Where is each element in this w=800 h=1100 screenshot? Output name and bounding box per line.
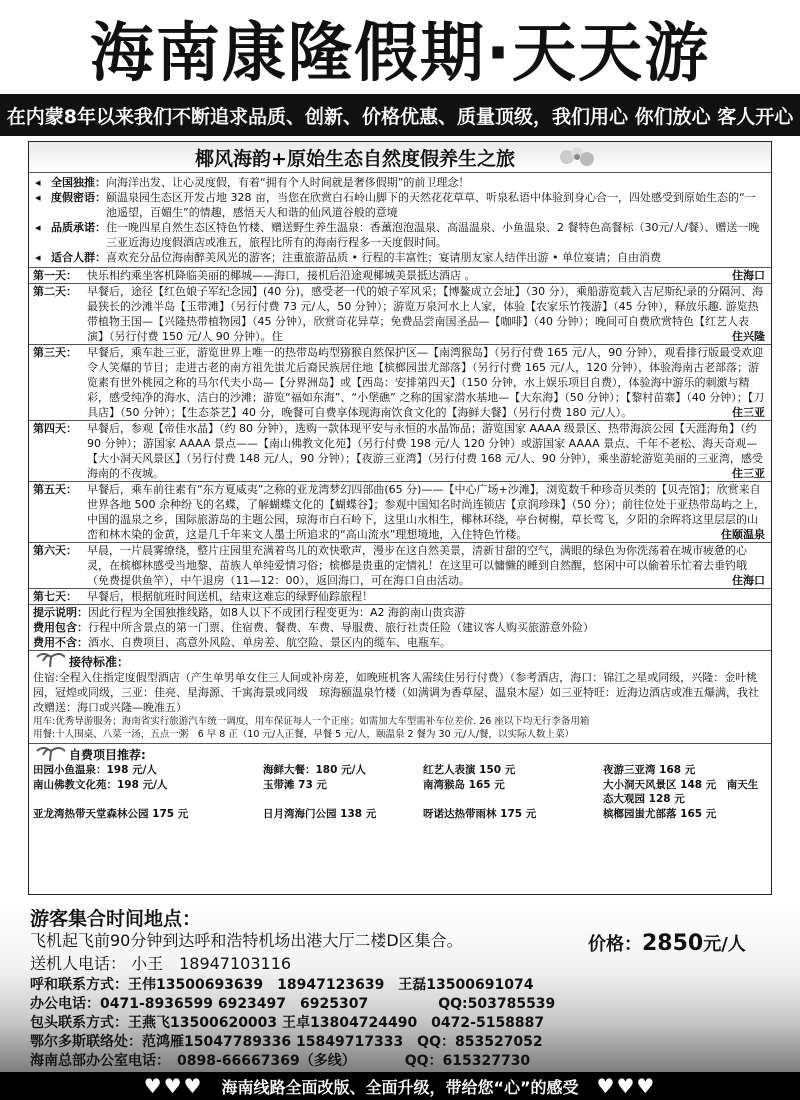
day-row	[29, 284, 771, 345]
lodging-label: 住宿:	[33, 671, 59, 684]
day-row	[29, 543, 771, 589]
gather-location: 飞机起飞前90分钟到达呼和浩特机场出港大厅二楼D区集合。	[30, 931, 463, 950]
megaphone-icon: ◂	[35, 251, 41, 264]
footer-text: 海南线路全面改版、全面升级，带给您“心”的感受	[221, 1077, 579, 1097]
note-row	[33, 635, 767, 650]
day-label: 第六天：	[33, 544, 77, 557]
day-row	[29, 482, 771, 543]
contact-line: 包头联系方式：王燕飞13500620003 王卓13804724490 0472-5158887	[30, 1015, 545, 1031]
day-label: 第三天：	[33, 346, 77, 359]
meal-text: 十人围桌、八菜一汤，五点一粥 6 早 8 正（10 元/人正餐，早餐 5 元/人，颐温泉 2 餐为 30 元/人/餐，以实际人数上菜）	[55, 729, 575, 740]
megaphone-icon: ◂	[35, 221, 41, 234]
day-text	[87, 345, 771, 420]
note-text: 酒水、自费项目、高意外风险、单房差、航空险、景区内的缆车、电瓶车。	[88, 636, 451, 649]
info-label: 品质承诺：	[51, 221, 106, 234]
day-text	[87, 268, 771, 283]
day-label: 第七天：	[33, 590, 77, 603]
projects-section	[29, 744, 771, 821]
project-item: 大小洞天风景区 148 元 南天生态大观园 128 元	[603, 778, 759, 805]
project-item: 田园小鱼温泉：198 元/人	[33, 764, 157, 776]
megaphone-icon: ◂	[35, 176, 41, 189]
lodging-row	[29, 670, 771, 715]
megaphone-icon: ◂	[35, 191, 41, 204]
day-text	[87, 284, 771, 344]
contacts-block	[30, 976, 555, 1071]
day-hotel: 住海口	[732, 269, 765, 282]
day-row	[29, 421, 771, 482]
day-hotel: 住三亚	[732, 467, 765, 480]
note-text: 行程中所含景点的第一门票、住宿费、餐费、车费、导服费、旅行社责任险（建议客人购买旅游意外险）	[88, 621, 594, 634]
info-text: 颐温泉园生态区开发占地 328 亩，当您在欣赏白石岭山脚下的天然花花草草、听泉私语中体验到身心合一，四处感受到原始生态的“一池遥望，百媚生”的情趣，感悟天人和谐的仙风道谷般的意境	[106, 191, 756, 219]
day-text	[87, 543, 771, 588]
note-row	[33, 605, 767, 620]
day-label: 第二天：	[33, 285, 77, 298]
contact-line: 海南总部办公室电话： 0898-66667369（多线） QQ：615327730	[30, 1053, 531, 1069]
project-item: 槟榔园蚩尤部落 165 元	[603, 807, 717, 820]
project-item: 南湾猴岛 165 元	[423, 778, 505, 791]
palm-tree-icon	[35, 745, 65, 761]
projects-heading	[29, 744, 771, 763]
note-row	[33, 620, 767, 635]
project-item: 夜游三亚湾 168 元	[603, 764, 696, 776]
info-item	[35, 190, 765, 220]
project-item: 玉带滩 73 元	[263, 778, 327, 791]
day-label: 第四天：	[33, 422, 77, 435]
info-text: 住一晚四星自然生态区特色竹楼、赠送野生养生温泉：香薰泡泡温泉、高温温泉、小鱼温泉、2 餐特色高餐标（30元/人/餐）、赠送一晚三亚近海边度假酒店或准五，旅程比所有的海南行程多一天度假时间。	[106, 221, 760, 249]
reception-title: 接待标准：	[69, 655, 130, 669]
note-text: 因此行程为全国独推线路，如8人以下不成团行程变更为：A2 海韵南山贵宾游	[88, 606, 466, 619]
info-label: 适合人群：	[51, 251, 106, 264]
project-item: 呀诺达热带雨林 175 元	[423, 807, 537, 820]
info-item	[35, 250, 765, 265]
day-desc: 早晨，一片晨雾缭绕，整片庄园里充满着鸟儿的欢快歌声，漫步在这自然美景，清新甘甜的空气，满眼的绿色为你洗荡着在城市疲惫的心灵，在槟榔林感受当地黎、苗族人单纯爱情习俗；槟榔是贵重的定情礼！在这里可以慵懒的睡到自然醒，悠闲中可以偷着乐忙着去垂钓哦（免费提供鱼竿），中午退房（11—12：00），返回海口，可在海口自由活动。	[87, 544, 747, 587]
day-hotel: 住三亚	[732, 406, 765, 419]
info-item	[35, 220, 765, 250]
lodging-text: 全程入住指定度假型酒店（产生单男单女住三人间或补房差，如晚班机客人需续住另行付费）（参考酒店，海口：锦江之星或同级，兴隆：金叶桃园，冠煌或同级，三亚：佳亮、星海源、千寓海景或同级 琼海颐温泉竹楼（如满调为香草屋、温泉木屋）如三亚特旺：近海边酒店或准五爆满，我社改赠送：海口或兴隆—晚准五）	[33, 671, 759, 714]
gather-contact: 送机人电话： 小王 18947103116	[30, 954, 292, 973]
palm-tree-icon	[35, 651, 65, 667]
day-text	[87, 482, 771, 542]
day-row	[29, 589, 771, 605]
car-label: 用车:	[33, 716, 56, 727]
note-label: 费用包含：	[33, 621, 88, 634]
day-desc: 早餐后，乘车赴三亚，游览世界上唯一的热带岛屿型猕猴自然保护区—【南湾猴岛】（另行付费 165 元/人，90 分钟），观看排行版最受欢迎令人笑爆的节目；走进古老的南方祖先蚩尤后裔民族居住地【槟榔园蚩尤部落】（另行付费 165 元/人，120 分钟），体验海南古老部落；游览素有世外桃园之称的马尔代夫小岛—【分界洲岛】或【西岛：安排第四天】（150 分钟，水上娱乐项目自费），体验海中游乐的刺激与精彩，感受纯净的海水、洁白的沙滩；游览“福如东海”、“小堡礁” 之称的国家潜水基地—【大东海】（50 分钟）；【黎村苗寨】（40 分钟）；【刀具店】（50 分钟）；【生态茶艺】40 分，晚餐可自费享体现海南饮食文化的【海鲜大餐】（另行付费 180 元/人）。	[87, 346, 765, 419]
meal-label: 用餐:	[33, 729, 56, 740]
gather-text	[30, 928, 463, 974]
route-title	[29, 142, 771, 173]
price-unit: 元/人	[703, 934, 746, 955]
day-desc: 早餐后，途径【红色娘子军纪念园】(40 分)，感受老一代的娘子军风采；【博鳌成立会址】（30 分），乘船游览载入吉尼斯纪录的分隔河、海最狭长的沙滩半岛【玉带滩】（另行付费 73 元/人，50 分钟）；游览万泉河水上人家，体验【农家乐竹筏游】（45 分钟），释放乐趣. 游览热带植物王国—【兴隆热带植物园】（45 分钟），欣赏奇花异草；免费品尝南国圣品—【咖啡】（40 分钟）；晚间可自费欣赏特色【红艺人表演】（另行付费 150 元/人 90 分钟）。住	[87, 285, 764, 343]
slogan-banner: 在内蒙8年以来我们不断追求品质、创新、价格优惠、质量顶级，我们用心 你们放心 客人开心	[0, 94, 800, 136]
day-hotel: 住海口	[732, 574, 765, 587]
day-desc: 早餐后，参观【帝佳水晶】（约 80 分钟），选购一款体现平安与永恒的水晶饰品；游览国家 AAAA 级景区、热带海滨公园【天涯海角】（约 90 分钟）；游国家 AAAA 景点——【南山佛教文化苑】（另行付费 198 元/人 120 分钟）或游国家 AAAA 景点、千年不老松、海天奇观—【大小洞天风景区】（另行付费 148 元/人，90 分钟）；【夜游三亚湾】（另行付费 168 元/人、90 分钟），乘坐游轮游览美丽的三亚湾，感受海南的不夜城。	[87, 422, 763, 480]
heart-icon: ♥♥♥	[143, 1074, 204, 1098]
day-label: 第五天：	[33, 483, 77, 496]
itinerary-panel	[28, 141, 772, 895]
route-info	[29, 173, 771, 268]
day-row	[29, 268, 771, 284]
day-desc: 早餐后，根据航班时间送机，结束这难忘的绿野仙踪旅程！	[87, 590, 373, 603]
day-text	[87, 589, 771, 604]
gather-title: 游客集合时间地点：	[30, 908, 202, 930]
info-text: 向海洋出发、让心灵度假，有着“拥有个人时间就是奢侈假期”的前卫理念！	[106, 176, 470, 189]
notes-section	[29, 605, 771, 651]
day-desc: 早餐后，乘车前往素有“东方夏威夷”之称的亚龙湾梦幻四部曲(65 分)——【中心广场+沙滩】，浏览数千种珍奇贝类的【贝壳馆】；欣赏来自世界各地 500 余种纷飞的名蝶，了解蝴蝶文化的【蝴蝶谷】；参观中国知名时尚连锁店【京润珍珠】（50 分）；前往位处于亚热带岛屿之上，中国的温泉之乡，国际旅游岛的主题公园，琼海市白石岭下，这里山水相生，椰林环绕，亭台树榭，草长莺飞，夕阳的余晖将这里层层的山峦和林木染的金黄，这是几千年来文人墨士所追求的“高山流水”理想境地，入住特色竹楼。	[87, 483, 765, 541]
day-hotel: 住颐温泉	[721, 528, 765, 541]
day-label: 第一天：	[33, 269, 77, 282]
heart-icon: ♥♥♥	[596, 1074, 657, 1098]
route-title-text: 椰风海韵+原始生态自然度假养生之旅	[195, 147, 515, 170]
info-text: 喜欢充分品位海南醉美风光的游客；注重旅游品质 • 行程的丰富性；宴请朋友家人结伴出游 • 单位宴请；自由消费	[106, 251, 661, 264]
reception-heading	[29, 651, 771, 670]
info-item	[35, 175, 765, 190]
day-desc: 快乐相约乘坐客机降临美丽的椰城——海口，接机后沿途观椰城美景抵达酒店 。	[87, 269, 476, 282]
price-label: 价格：	[588, 934, 642, 955]
contact-line: 鄂尔多斯联络处：范鸿雁15047789336 15849717333 QQ：853527052	[30, 1034, 543, 1050]
price-tag	[588, 930, 746, 956]
day-row	[29, 345, 771, 421]
info-label: 度假密语：	[51, 191, 106, 204]
note-label: 提示说明：	[33, 606, 88, 619]
contact-line: 办公电话：0471-8936599 6923497 6925307 QQ:503785539	[30, 996, 556, 1012]
price-value: 2850	[642, 931, 704, 956]
project-item: 南山佛教文化苑：198 元/人	[33, 778, 168, 791]
reception-section	[29, 651, 771, 744]
projects-grid	[29, 763, 771, 821]
contact-line: 呼和联系方式：王伟13500693639 18947123639 王磊13500691074	[30, 977, 534, 993]
car-row	[29, 715, 771, 728]
info-label: 全国独推：	[51, 176, 106, 189]
footer-banner	[0, 1072, 800, 1100]
project-item: 红艺人表演 150 元	[423, 764, 516, 776]
meal-row	[29, 728, 771, 741]
project-item: 日月湾海门公园 138 元	[263, 807, 377, 820]
flower-icon	[555, 144, 605, 170]
project-item: 亚龙湾热带天堂森林公园 175 元	[33, 807, 189, 820]
day-text	[87, 421, 771, 481]
page-title: 海南康隆假期·天天游	[89, 17, 711, 91]
project-item: 海鲜大餐：180 元/人	[263, 764, 366, 776]
car-text: 优秀导游服务；海南省实行旅游汽车统一调度，用车保证每人一个正座；如需加大车型需补车位差价. 26 座以下均无行李备用箱	[55, 716, 590, 727]
day-hotel: 住兴隆	[732, 330, 765, 343]
projects-title: 自费项目推荐:	[69, 748, 146, 762]
note-label: 费用不含：	[33, 636, 88, 649]
